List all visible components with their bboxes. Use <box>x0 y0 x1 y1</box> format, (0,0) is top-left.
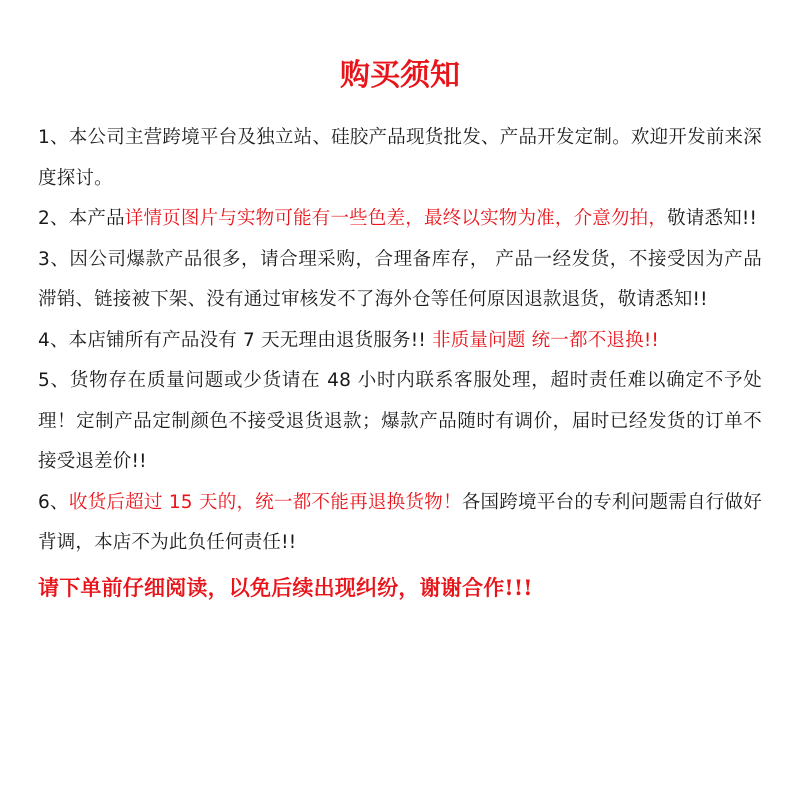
notice-item-4 <box>38 321 762 362</box>
notice-item-2-lead: 2、本产品 <box>38 208 125 229</box>
notice-item-2 <box>38 199 762 240</box>
notice-item-2-tail: 敬请悉知!! <box>667 208 758 229</box>
page-title: 购买须知 <box>340 58 460 93</box>
notice-item-1 <box>38 118 762 199</box>
notice-item-6-lead: 6、 <box>38 491 69 513</box>
notice-item-1-text: 1、本公司主营跨境平台及独立站、硅胶产品现货批发、产品开发定制。欢迎开发前来深度探讨。 <box>38 127 762 189</box>
notice-item-5 <box>38 361 762 483</box>
closing-note: 请下单前仔细阅读，以免后续出现纠纷，谢谢合作!!! <box>38 574 533 600</box>
notice-body <box>38 118 762 608</box>
notice-item-4-lead: 4、本店铺所有产品没有 7 天无理由退货服务!! <box>38 329 433 351</box>
notice-item-6-highlight: 收货后超过 15 天的，统一都不能再退换货物！ <box>68 491 462 513</box>
notice-item-5-text: 5、货物存在质量问题或少货请在 48 小时内联系客服处理，超时责任难以确定不予处理！定制产品定制颜色不接受退货退款；爆款产品随时有调价，届时已经发货的订单不接受退差价!! <box>38 370 762 472</box>
notice-item-3-text: 3、因公司爆款产品很多，请合理采购，合理备库存， 产品一经发货，不接受因为产品滞销、链接被下架、没有通过审核发不了海外仓等任何原因退款退货，敬请悉知!! <box>38 248 762 310</box>
notice-item-2-highlight: 详情页图片与实物可能有一些色差，最终以实物为准，介意勿拍， <box>124 208 668 229</box>
notice-item-6 <box>38 483 762 564</box>
notice-item-3 <box>38 240 762 321</box>
notice-item-6-tail: 各国跨境平台的专利问题需自行做好背调，本店不为此负任何责任!! <box>38 491 763 553</box>
notice-item-4-highlight: 非质量问题 统一都不退换!! <box>432 329 660 351</box>
